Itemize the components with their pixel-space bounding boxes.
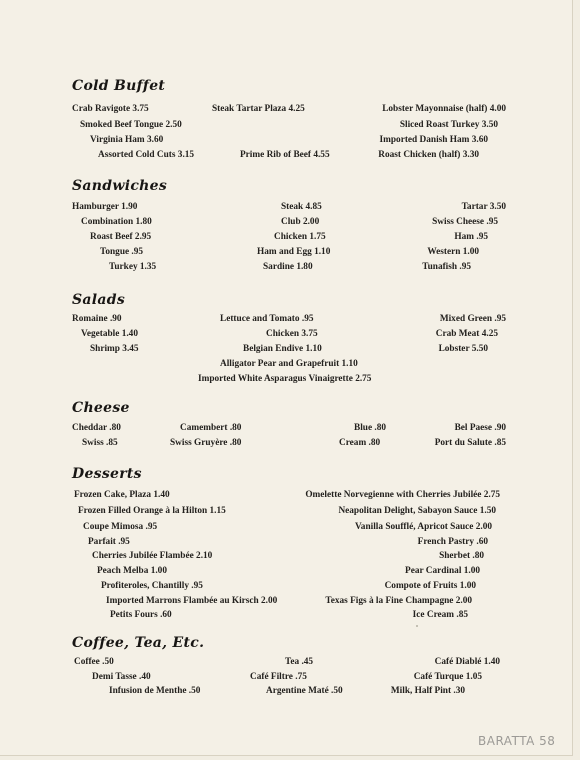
menu-item: Café Turque 1.05 [413,672,482,682]
menu-item: Texas Figs à la Fine Champagne 2.00 [325,596,472,606]
menu-item: Chicken 1.75 [274,232,326,242]
menu-item: Neapolitan Delight, Sabayon Sauce 1.50 [338,506,496,516]
menu-item: Steak 4.85 [281,202,322,212]
menu-item: Roast Beef 2.95 [90,232,152,242]
section-heading-coffee-tea: Coffee, Tea, Etc. [72,635,205,651]
menu-item: Vanilla Soufflé, Apricot Sauce 2.00 [354,522,492,532]
menu-item: Swiss .85 [82,438,118,448]
menu-item: Vegetable 1.40 [81,329,138,339]
pencil-annotation: BARATTA 58 [478,734,556,748]
menu-item: Tartar 3.50 [461,202,506,212]
menu-item: Turkey 1.35 [109,262,157,272]
menu-item: Ice Cream .85 [412,610,468,620]
menu-item: Prime Rib of Beef 4.55 [240,150,330,160]
menu-item: Café Diablé 1.40 [434,657,500,667]
menu-item: Café Filtre .75 [250,672,307,682]
menu-item: Demi Tasse .40 [92,672,151,682]
menu-item: Tea .45 [285,657,314,667]
menu-item: Profiteroles, Chantilly .95 [101,581,203,591]
menu-item: Imported Marrons Flambée au Kirsch 2.00 [106,596,278,606]
menu-item: Swiss Cheese .95 [432,217,498,227]
menu-item: Imported Danish Ham 3.60 [379,135,488,145]
section-heading-cheese: Cheese [72,400,130,416]
menu-item: Pear Cardinal 1.00 [405,566,480,576]
menu-item: Crab Meat 4.25 [435,329,498,339]
menu-item: Compote of Fruits 1.00 [384,581,476,591]
menu-item: Tunafish .95 [422,262,471,272]
menu-item: Lettuce and Tomato .95 [220,314,314,324]
menu-item: Tongue .95 [100,247,144,257]
menu-item: Assorted Cold Cuts 3.15 [98,150,195,160]
menu-item: Milk, Half Pint .30 [390,686,465,696]
menu-item: Combination 1.80 [81,217,152,227]
menu-item: Lobster 5.50 [438,344,488,354]
menu-item: French Pastry .60 [417,537,488,547]
menu-item: Alligator Pear and Grapefruit 1.10 [220,359,358,369]
menu-item: Ham and Egg 1.10 [257,247,331,257]
menu-item: Belgian Endive 1.10 [243,344,322,354]
menu-item: Sliced Roast Turkey 3.50 [399,120,498,130]
menu-item: Port du Salute .85 [434,438,506,448]
menu-item: Camembert .80 [180,423,242,433]
menu-item: Romaine .90 [72,314,122,324]
section-heading-desserts: Desserts [72,466,142,482]
menu-item: Cheddar .80 [72,423,121,433]
menu-item: Virginia Ham 3.60 [90,135,164,145]
menu-item: Bel Paese .90 [454,423,506,433]
menu-item: Smoked Beef Tongue 2.50 [80,120,182,130]
menu-item: Peach Melba 1.00 [97,566,167,576]
section-heading-sandwiches: Sandwiches [72,178,168,194]
menu-item: Frozen Filled Orange à la Hilton 1.15 [78,506,226,516]
menu-item: Imported White Asparagus Vinaigrette 2.75 [198,374,372,384]
menu-item: Coupe Mimosa .95 [83,522,158,532]
menu-item: Omelette Norvegienne with Cherries Jubilée 2.75 [305,490,500,500]
menu-item: Club 2.00 [281,217,320,227]
menu-item: Mixed Green .95 [439,314,506,324]
menu-item: Roast Chicken (half) 3.30 [378,150,479,160]
menu-item: Sherbet .80 [439,551,484,561]
menu-item: Western 1.00 [427,247,479,257]
menu-item: Sardine 1.80 [263,262,313,272]
menu-item: Shrimp 3.45 [90,344,139,354]
menu-item: Lobster Mayonnaise (half) 4.00 [382,104,506,114]
menu-item: Chicken 3.75 [266,329,318,339]
section-heading-salads: Salads [72,292,126,308]
menu-item: Swiss Gruyère .80 [170,438,242,448]
ink-speck [416,625,418,627]
menu-item: Crab Ravigote 3.75 [72,104,149,114]
menu-item: Cherries Jubilée Flambée 2.10 [92,551,213,561]
menu-item: Parfait .95 [88,537,130,547]
menu-item: Infusion de Menthe .50 [109,686,201,696]
menu-item: Steak Tartar Plaza 4.25 [212,104,305,114]
menu-item: Hamburger 1.90 [72,202,138,212]
menu-item: Cream .80 [339,438,381,448]
menu-item: Coffee .50 [74,657,114,667]
menu-item: Blue .80 [354,423,387,433]
menu-item: Frozen Cake, Plaza 1.40 [74,490,170,500]
menu-item: Argentine Maté .50 [266,686,343,696]
menu-item: Petits Fours .60 [110,610,172,620]
section-heading-cold-buffet: Cold Buffet [72,78,166,94]
menu-item: Ham .95 [454,232,488,242]
